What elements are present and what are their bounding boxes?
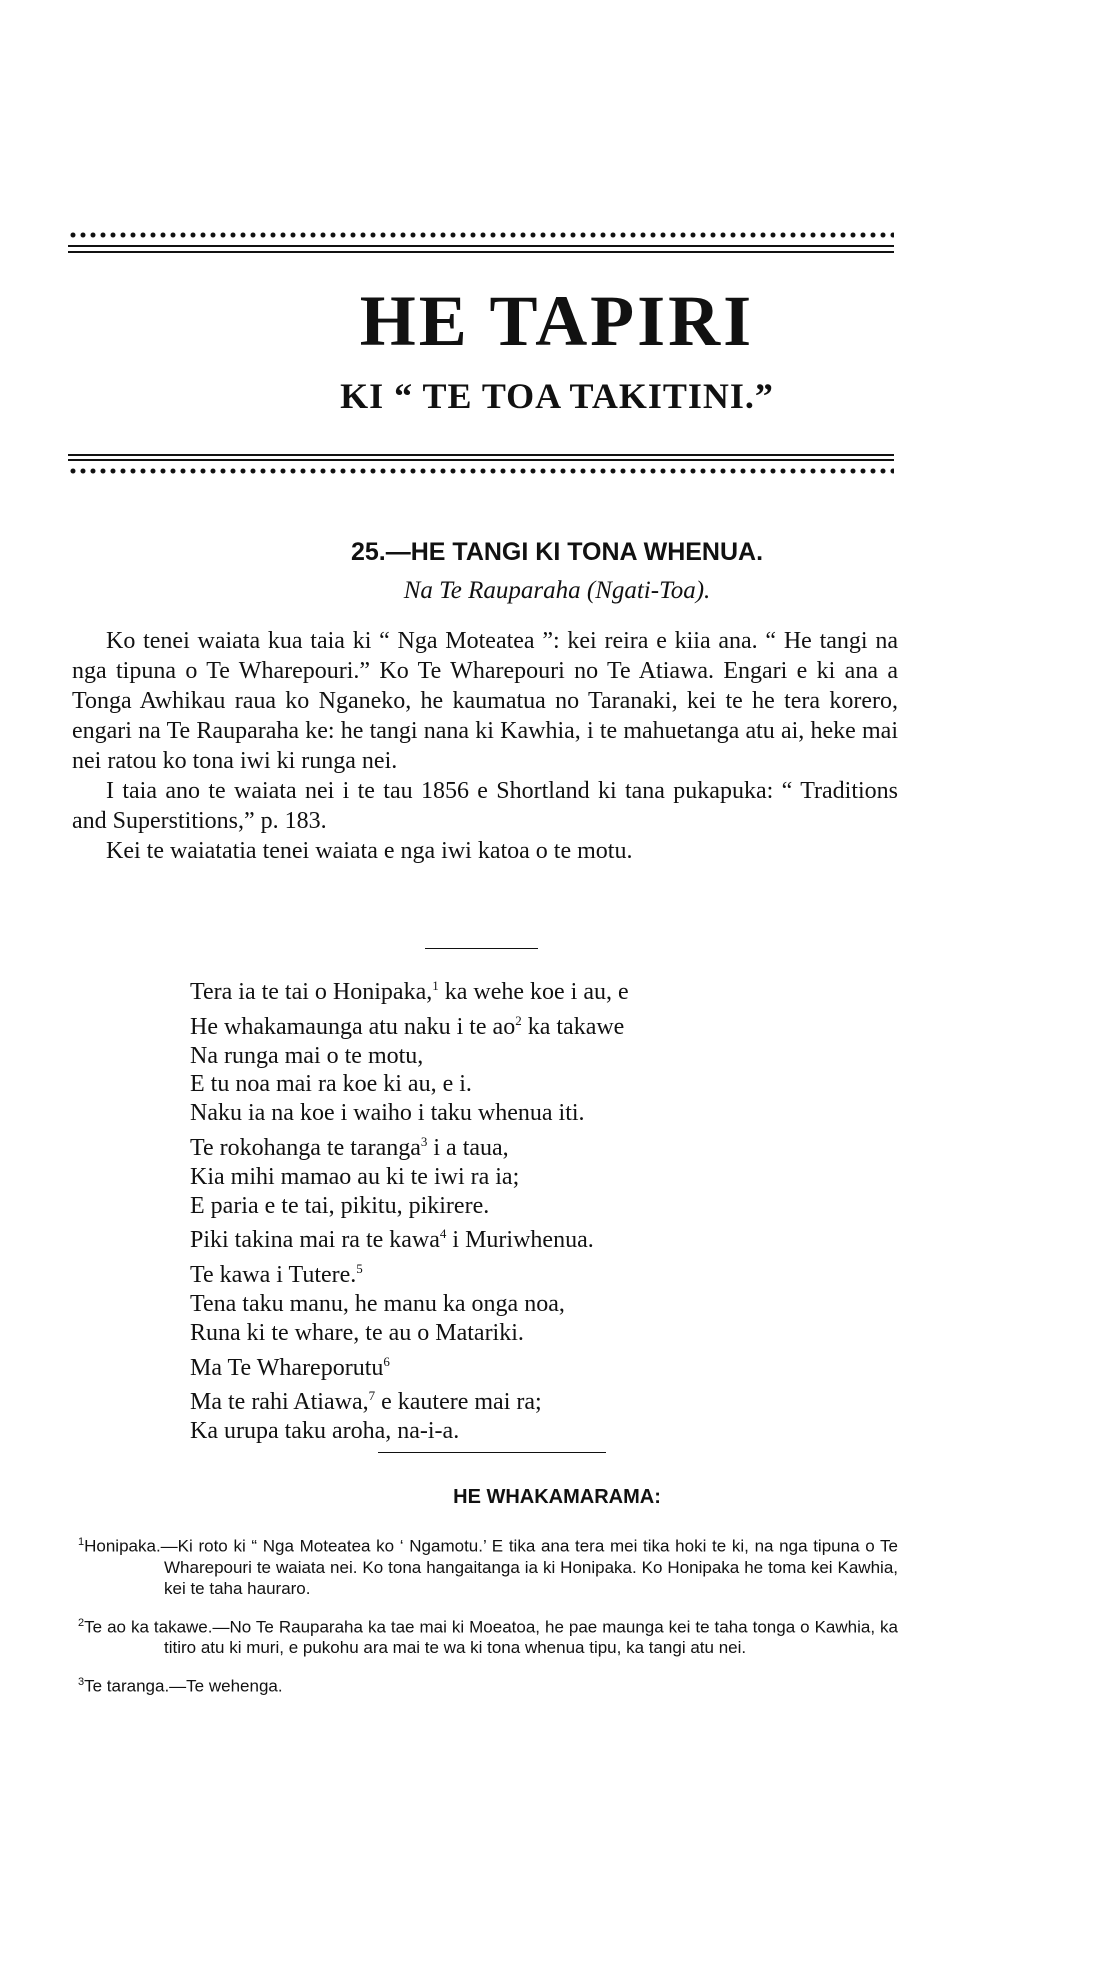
- poem-line: [190, 1099, 890, 1128]
- poem-line-text: ka wehe koe i au, e: [438, 979, 629, 1005]
- note-text: Honipaka.—Ki roto ki “ Nga Moteatea ko ‘ Ngamotu.’ E tika ana tera mei tika hoki te ki, na nga tipuna o Te Wharepouri te waiata nei. Ko tona hangaitanga ia ki Honipaka. Ko Honipaka he toma kei Kawhia, kei te taha hauraro.: [84, 1536, 898, 1598]
- poem-line: [190, 1319, 890, 1348]
- poem-line: [190, 972, 890, 1007]
- notes-title: HE WHAKAMARAMA:: [453, 1486, 661, 1508]
- poem-line-text: Ma te rahi Atiawa,: [190, 1389, 369, 1416]
- poem-line-text: Piki takina mai ra te kawa: [190, 1227, 440, 1254]
- intro-paragraph: Ko tenei waiata kua taia ki “ Nga Moteatea ”: kei reira e kiia ana. “ He tangi na nga tipuna o Te Wharepouri.” Ko Te Wharepouri no Te Atiawa. Engari e ki ana a Tonga Awhikau raua ko Nganeko, he kaumatua no Taranaki, kei te he tera korero, engari na Te Rauparaha ke: he tangi nana ki Kawhia, i te mahuetanga atu ai, heke mai nei ratou ko tona iwi ki runga nei.: [72, 628, 898, 774]
- intro-text: [72, 626, 898, 866]
- poem-line: [190, 1382, 890, 1417]
- note-number: 3: [78, 1676, 85, 1689]
- poem-line-text: Tera ia te tai o Honipaka,: [190, 979, 433, 1005]
- poem-line-text: Runa ki te whare, te au o Matariki.: [190, 1319, 524, 1346]
- note-item: [78, 1532, 898, 1599]
- poem-line-text: e kautere mai ra;: [375, 1389, 542, 1416]
- note-item: [78, 1613, 898, 1659]
- poem-line: [190, 1290, 890, 1319]
- poem-line-text: Naku ia na koe i waiho i taku whenua iti.: [190, 1100, 585, 1127]
- poem-line: [190, 1128, 890, 1163]
- poem-line: [190, 1163, 890, 1192]
- footnote-ref: 3: [420, 1133, 428, 1149]
- sub-title: KI “ TE TOA TAKITINI.”: [340, 376, 774, 416]
- poem-line-text: Ka urupa taku aroha, na-i-a.: [190, 1418, 460, 1445]
- footnote-ref: 5: [356, 1261, 363, 1277]
- bottom-ornament-rule: [68, 450, 894, 478]
- poem-line-text: E paria e te tai, pikitu, pikirere.: [190, 1192, 490, 1219]
- poem-line-text: i Muriwhenua.: [446, 1227, 594, 1254]
- poem-line: [190, 1007, 890, 1042]
- poem-line-text: Te rokohanga te taranga: [190, 1134, 421, 1161]
- section-title: 25.—HE TANGI KI TONA WHENUA.: [350, 538, 764, 566]
- footnote-ref: 2: [515, 1012, 522, 1028]
- poem-line-text: Tena taku manu, he manu ka onga noa,: [190, 1290, 565, 1317]
- note-text: Te ao ka takawe.—No Te Rauparaha ka tae mai ki Moeatoa, he pae maunga kei te taha tonga o Kawhia, ka titiro atu ki muri, e pukohu ara mai te wa ki tona whenua tipu, ka tangi atu nei.: [84, 1617, 898, 1658]
- notes-list: [78, 1532, 898, 1711]
- main-title: HE TAPIRI: [359, 281, 755, 361]
- note-item: [78, 1672, 898, 1697]
- divider: [378, 1452, 606, 1453]
- poem-line-text: ka takawe: [521, 1013, 625, 1040]
- poem-line-text: He whakamaunga atu naku i te ao: [190, 1013, 516, 1040]
- poem-line-text: i a taua,: [427, 1134, 509, 1161]
- poem-line: [190, 1042, 890, 1071]
- note-number: 2: [78, 1616, 85, 1629]
- poem-line-text: E tu noa mai ra koe ki au, e i.: [190, 1071, 472, 1098]
- poem-line: [190, 1348, 890, 1383]
- note-number: 1: [78, 1536, 85, 1548]
- poem: [190, 972, 890, 1446]
- poem-line: [190, 1255, 890, 1290]
- poem-line-text: Ma Te Whareporutu: [190, 1354, 384, 1381]
- section-author: Na Te Rauparaha (Ngati-Toa).: [403, 577, 711, 604]
- divider: [425, 948, 538, 949]
- note-text: Te taranga.—Te wehenga.: [84, 1676, 283, 1696]
- poem-line-text: Kia mihi mamao au ki te iwi ra ia;: [190, 1163, 520, 1190]
- intro-paragraph: Kei te waiatatia tenei waiata e nga iwi katoa o te motu.: [106, 838, 633, 864]
- footnote-ref: 6: [383, 1353, 390, 1369]
- intro-paragraph: I taia ano te waiata nei i te tau 1856 e Shortland ki tana pukapuka: “ Traditions and Superstitions,” p. 183.: [72, 778, 898, 834]
- poem-line: [190, 1192, 890, 1221]
- poem-line-text: Te kawa i Tutere.: [190, 1262, 357, 1289]
- top-ornament-rule: [68, 228, 894, 253]
- poem-line: [190, 1070, 890, 1099]
- poem-line-text: Na runga mai o te motu,: [190, 1042, 424, 1069]
- footnote-ref: 1: [432, 978, 439, 993]
- footnote-ref: 7: [368, 1388, 376, 1404]
- poem-line: [190, 1220, 890, 1255]
- poem-line: [190, 1417, 890, 1446]
- footnote-ref: 4: [439, 1226, 447, 1242]
